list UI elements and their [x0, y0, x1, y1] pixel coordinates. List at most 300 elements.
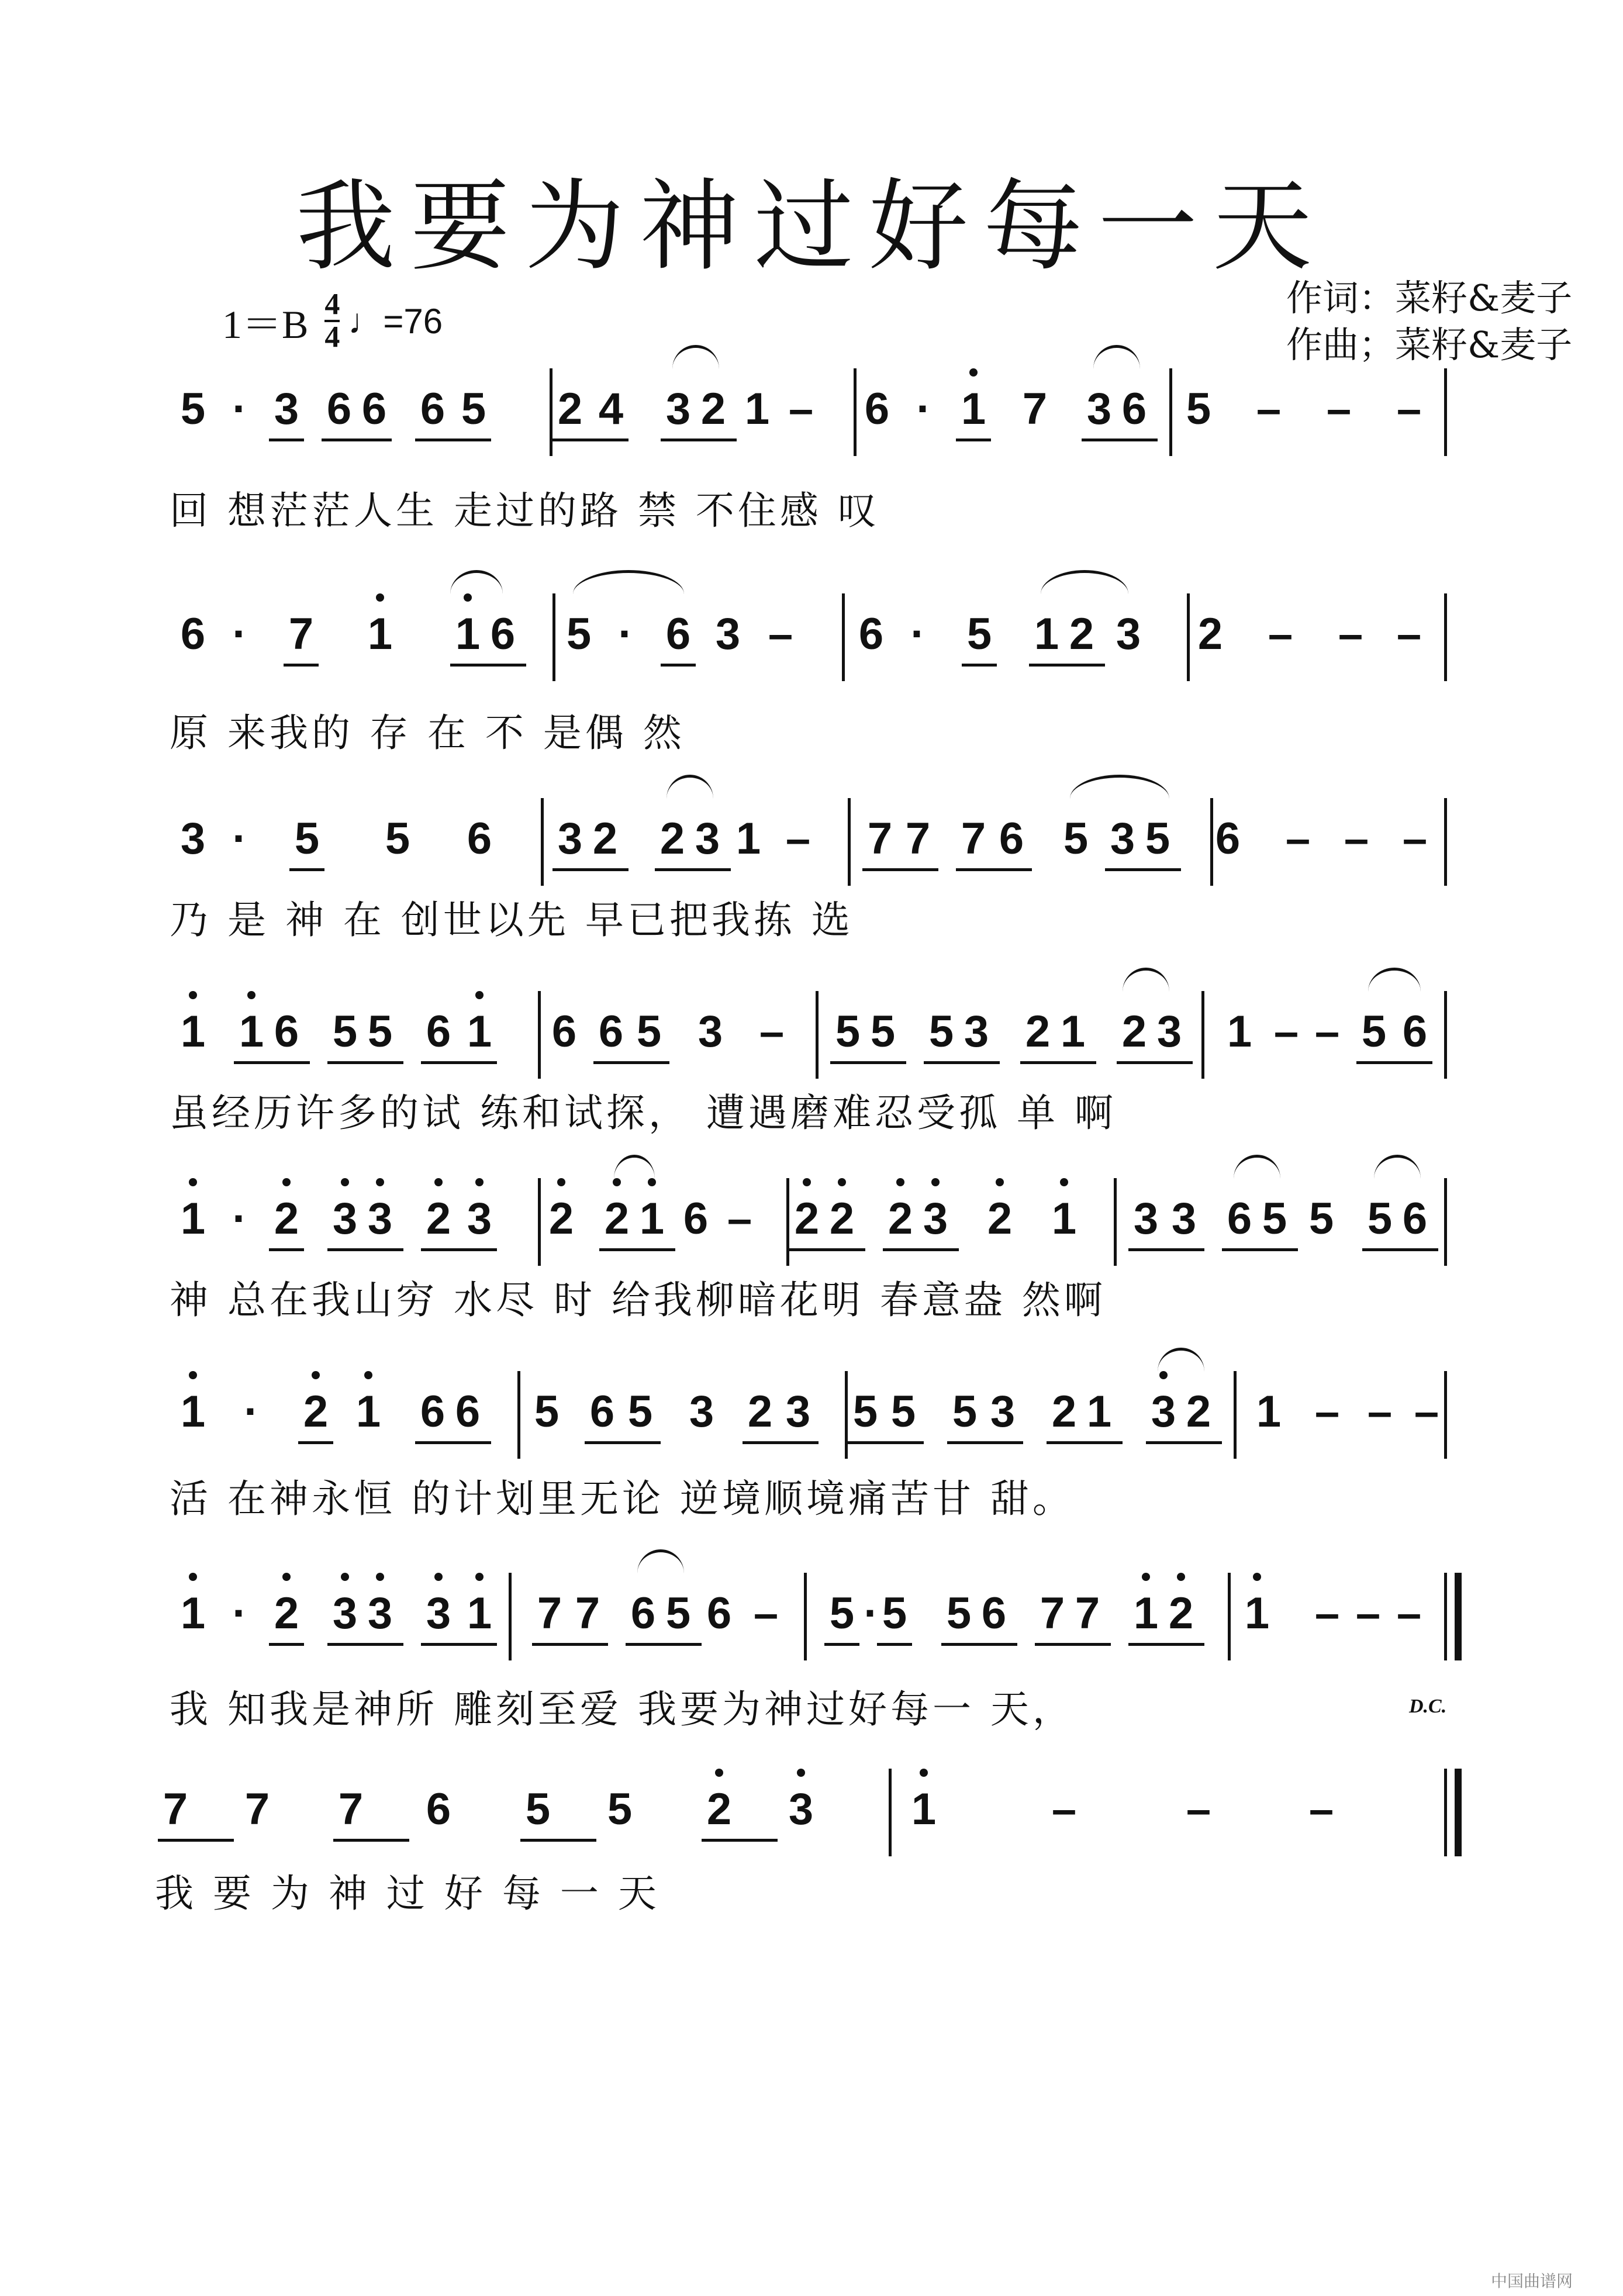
note: 6 — [426, 1007, 451, 1056]
note: · — [232, 814, 247, 864]
note: 6 — [706, 1589, 732, 1638]
note: 6 — [420, 1387, 446, 1437]
note: 1 — [455, 609, 481, 659]
note: – — [1367, 1387, 1393, 1437]
note: 5 — [882, 1589, 907, 1638]
beam-underline — [1362, 1248, 1438, 1251]
beam-underline — [269, 1248, 304, 1251]
note: 3 — [1171, 1194, 1197, 1244]
note: 2 — [829, 1194, 855, 1244]
note: · — [244, 1387, 259, 1437]
beam-underline — [824, 1643, 859, 1646]
beam-underline — [1146, 1441, 1222, 1444]
barline — [848, 798, 851, 886]
lyric-line: 活 在神永恒 的计划里无论 逆境顺境痛苦甘 甜。 — [170, 1476, 1075, 1521]
note: 1 — [180, 1387, 206, 1437]
beam-underline — [1117, 1061, 1193, 1064]
barline — [1187, 593, 1190, 681]
beam-underline — [520, 1839, 596, 1842]
note: 6 — [683, 1194, 709, 1244]
note: · — [916, 384, 931, 434]
high-octave-dot — [557, 1178, 565, 1186]
high-octave-dot — [376, 593, 384, 602]
lyric-line: 乃 是 神 在 创世以先 早已把我拣 选 — [170, 897, 854, 942]
high-octave-dot — [715, 1769, 723, 1777]
note: – — [1396, 609, 1422, 659]
note: 2 — [604, 1194, 630, 1244]
note: 3 — [332, 1194, 358, 1244]
note: 2 — [987, 1194, 1013, 1244]
note: 5 — [1145, 814, 1170, 864]
note: 5 — [852, 1387, 878, 1437]
note: – — [1355, 1589, 1381, 1638]
note: 7 — [905, 814, 931, 864]
lyricist: 作词：菜籽&麦子 — [1286, 277, 1573, 319]
note: 2 — [1069, 609, 1094, 659]
note: 3 — [788, 1784, 814, 1834]
final-barline — [1455, 1573, 1462, 1660]
note: 5 — [946, 1589, 972, 1638]
note: 1 — [467, 1007, 492, 1056]
note: 2 — [1025, 1007, 1051, 1056]
note: 5 — [1063, 814, 1089, 864]
beam-underline — [1035, 1643, 1111, 1646]
final-barline — [1455, 1769, 1462, 1856]
barline — [1114, 1178, 1117, 1266]
note: 7 — [163, 1784, 188, 1834]
beam-underline — [552, 439, 629, 441]
beam-underline — [289, 868, 324, 871]
composer: 作曲；菜籽&麦子 — [1286, 323, 1573, 366]
note: 3 — [1110, 814, 1135, 864]
high-octave-dot — [434, 1178, 443, 1186]
note: 2 — [1121, 1007, 1147, 1056]
note: 3 — [990, 1387, 1016, 1437]
beam-underline — [830, 1061, 906, 1064]
high-octave-dot — [341, 1178, 349, 1186]
note: 5 — [607, 1784, 633, 1834]
barline — [1444, 1573, 1447, 1660]
slur — [1041, 570, 1128, 594]
beam-underline — [1105, 868, 1181, 871]
note: – — [1314, 1007, 1340, 1056]
high-octave-dot — [803, 1178, 811, 1186]
note: 2 — [1168, 1589, 1194, 1638]
beam-underline — [743, 1441, 819, 1444]
beam-underline — [284, 664, 319, 667]
note: 3 — [557, 814, 583, 864]
beam-underline — [1020, 1061, 1096, 1064]
note: 6 — [1121, 384, 1147, 434]
beam-underline — [593, 1061, 669, 1064]
beam-underline — [956, 439, 991, 441]
note: 6 — [420, 384, 446, 434]
note: – — [1308, 1784, 1334, 1834]
note: 1 — [1051, 1194, 1077, 1244]
note: 4 — [598, 384, 624, 434]
note: 3 — [715, 609, 741, 659]
note: 5 — [294, 814, 320, 864]
slur — [672, 345, 719, 369]
note: 7 — [338, 1784, 364, 1834]
beam-underline — [415, 439, 491, 441]
note: – — [753, 1589, 779, 1638]
slur — [573, 570, 684, 594]
note: 5 — [928, 1007, 954, 1056]
beam-underline — [298, 1441, 333, 1444]
note: 5 — [627, 1387, 653, 1437]
beam-underline — [585, 1441, 661, 1444]
note: 1 — [180, 1194, 206, 1244]
beam-underline — [552, 868, 629, 871]
note: – — [1326, 384, 1352, 434]
lyric-line: 回 想茫茫人生 走过的路 禁 不住感 叹 — [170, 488, 880, 533]
note: – — [759, 1007, 785, 1056]
high-octave-dot — [376, 1178, 384, 1186]
beam-underline — [883, 1248, 959, 1251]
note: – — [727, 1194, 752, 1244]
note: 6 — [361, 384, 387, 434]
high-octave-dot — [838, 1178, 846, 1186]
note: 3 — [467, 1194, 492, 1244]
credits — [1286, 275, 1572, 368]
note: · — [618, 609, 633, 659]
note: 3 — [274, 384, 299, 434]
high-octave-dot — [969, 368, 978, 377]
note: 6 — [455, 1387, 481, 1437]
lyric-line: 我 知我是神所 雕刻至爱 我要为神过好每一 天， — [170, 1687, 1075, 1732]
note: 1 — [911, 1784, 937, 1834]
note: 6 — [426, 1784, 451, 1834]
note: 3 — [1156, 1007, 1182, 1056]
note: 6 — [858, 609, 884, 659]
beam-underline — [962, 664, 997, 667]
note: 6 — [598, 1007, 624, 1056]
note: 5 — [180, 384, 206, 434]
note: 5 — [525, 1784, 551, 1834]
note: 3 — [923, 1194, 948, 1244]
barline — [1444, 1371, 1447, 1459]
beam-underline — [924, 1061, 1000, 1064]
beam-underline — [789, 1248, 865, 1251]
note: – — [1402, 814, 1428, 864]
note: 6 — [551, 1007, 577, 1056]
note: 1 — [1133, 1589, 1159, 1638]
note: 6 — [1402, 1194, 1428, 1244]
beam-underline — [333, 1839, 409, 1842]
beam-underline — [626, 1643, 702, 1646]
barline — [1169, 368, 1172, 456]
note: 1 — [180, 1589, 206, 1638]
barline — [1444, 593, 1447, 681]
note: 2 — [700, 384, 726, 434]
barline — [1444, 991, 1447, 1079]
note: 5 — [636, 1007, 662, 1056]
note: 1 — [1034, 609, 1059, 659]
beam-underline — [655, 868, 731, 871]
note: 2 — [274, 1194, 299, 1244]
note: 2 — [557, 384, 583, 434]
beam-underline — [1128, 1643, 1204, 1646]
note: 3 — [332, 1589, 358, 1638]
barline — [552, 593, 555, 681]
key-signature — [222, 289, 443, 353]
beam-underline — [322, 439, 357, 441]
note: 6 — [467, 814, 492, 864]
high-octave-dot — [282, 1573, 291, 1581]
note: 7 — [961, 814, 986, 864]
note: 7 — [575, 1589, 600, 1638]
barline — [1201, 991, 1204, 1079]
note: 5 — [534, 1387, 560, 1437]
note: 2 — [1051, 1387, 1077, 1437]
high-octave-dot — [1142, 1573, 1150, 1581]
barline — [550, 368, 552, 456]
note: 2 — [274, 1589, 299, 1638]
note: 5 — [966, 609, 992, 659]
note: 6 — [864, 384, 890, 434]
note: 6 — [326, 384, 352, 434]
note: 2 — [794, 1194, 820, 1244]
note: 3 — [689, 1387, 714, 1437]
note: 1 — [1060, 1007, 1086, 1056]
high-octave-dot — [312, 1371, 320, 1379]
note: 2 — [1197, 609, 1223, 659]
beam-underline — [450, 664, 526, 667]
beam-underline — [269, 1643, 304, 1646]
note: 1 — [355, 1387, 381, 1437]
note: 3 — [426, 1589, 451, 1638]
beam-underline — [327, 1061, 403, 1064]
note: 6 — [1402, 1007, 1428, 1056]
barline — [1444, 1178, 1447, 1266]
note: 5 — [332, 1007, 358, 1056]
note: 2 — [706, 1784, 732, 1834]
note: 3 — [964, 1007, 989, 1056]
note: – — [1273, 1007, 1299, 1056]
note: – — [1268, 609, 1293, 659]
barline — [509, 1573, 512, 1660]
beam-underline — [234, 1061, 310, 1064]
note: 3 — [695, 814, 720, 864]
barline — [854, 368, 857, 456]
beam-underline — [1047, 1441, 1123, 1444]
lyric-line: 原 来我的 存 在 不 是偶 然 — [170, 710, 685, 755]
beam-underline — [1029, 664, 1105, 667]
note: 1 — [239, 1007, 264, 1056]
high-octave-dot — [475, 1573, 484, 1581]
note: 6 — [981, 1589, 1007, 1638]
barline — [1444, 798, 1447, 886]
note: 6 — [630, 1589, 656, 1638]
note: · — [232, 1589, 247, 1638]
note: 2 — [747, 1387, 773, 1437]
note: – — [1051, 1784, 1077, 1834]
high-octave-dot — [189, 1573, 197, 1581]
slur — [1368, 968, 1421, 992]
slur — [1123, 968, 1169, 992]
beam-underline — [532, 1643, 608, 1646]
note: 5 — [835, 1007, 861, 1056]
note: 1 — [961, 384, 986, 434]
note: 6 — [1215, 814, 1241, 864]
note: 7 — [244, 1784, 270, 1834]
high-octave-dot — [896, 1178, 904, 1186]
slur — [614, 1155, 655, 1179]
barline — [541, 798, 544, 886]
note: 2 — [303, 1387, 329, 1437]
slur — [450, 570, 503, 594]
beam-underline — [956, 868, 1032, 871]
time-signature: 4 4 — [324, 288, 340, 354]
barline — [842, 593, 845, 681]
note: 3 — [1116, 609, 1141, 659]
high-octave-dot — [648, 1178, 656, 1186]
note: 1 — [367, 609, 393, 659]
note: 7 — [1075, 1589, 1100, 1638]
slur — [1070, 775, 1169, 799]
beam-underline — [848, 1441, 924, 1444]
note: 6 — [589, 1387, 615, 1437]
note: · — [910, 609, 926, 659]
note: 5 — [461, 384, 486, 434]
slur — [1234, 1155, 1280, 1179]
beam-underline — [702, 1839, 778, 1842]
note: · — [232, 609, 247, 659]
note: – — [768, 609, 793, 659]
note: 6 — [274, 1007, 299, 1056]
note: 1 — [639, 1194, 665, 1244]
note: 6 — [1227, 1194, 1252, 1244]
note: – — [785, 814, 811, 864]
note: – — [1256, 384, 1282, 434]
beam-underline — [1082, 439, 1158, 441]
high-octave-dot — [364, 1371, 372, 1379]
lyric-line: 虽经历许多的试 练和试探， 遭遇磨难忍受孤 单 啊 — [170, 1090, 1117, 1135]
note: 6 — [999, 814, 1024, 864]
note: 7 — [288, 609, 314, 659]
note: 3 — [1151, 1387, 1176, 1437]
note: – — [1396, 1589, 1422, 1638]
beam-underline — [327, 1248, 403, 1251]
note: 5 — [385, 814, 410, 864]
high-octave-dot — [189, 991, 197, 999]
note: 5 — [870, 1007, 896, 1056]
high-octave-dot — [282, 1178, 291, 1186]
note: – — [1396, 384, 1422, 434]
beam-underline — [269, 439, 304, 441]
note: 5 — [1308, 1194, 1334, 1244]
high-octave-dot — [1253, 1573, 1261, 1581]
high-octave-dot — [797, 1769, 805, 1777]
note: 2 — [1186, 1387, 1211, 1437]
beam-underline — [877, 1643, 912, 1646]
barline — [538, 1178, 541, 1266]
note: 2 — [659, 814, 685, 864]
beam-underline — [421, 1643, 497, 1646]
slur — [637, 1549, 684, 1573]
note: 1 — [467, 1589, 492, 1638]
note: 6 — [665, 609, 691, 659]
high-octave-dot — [475, 991, 484, 999]
high-octave-dot — [341, 1573, 349, 1581]
high-octave-dot — [434, 1573, 443, 1581]
note: 5 — [367, 1007, 393, 1056]
note: 7 — [1040, 1589, 1065, 1638]
lyric-line: 我 要 为 神 过 好 每 一 天 — [155, 1871, 660, 1916]
note: · — [232, 384, 247, 434]
note: – — [1285, 814, 1311, 864]
note: 2 — [888, 1194, 913, 1244]
beam-underline — [1128, 1248, 1204, 1251]
lyric-line: 神 总在我山穷 水尽 时 给我柳暗花明 春意盎 然啊 — [170, 1278, 1106, 1323]
high-octave-dot — [1177, 1573, 1185, 1581]
beam-underline — [941, 1643, 1017, 1646]
note: 1 — [1227, 1007, 1252, 1056]
note: 5 — [890, 1387, 916, 1437]
note: 7 — [867, 814, 893, 864]
dc-mark: D.C. — [1409, 1696, 1447, 1717]
note: 1 — [744, 384, 770, 434]
note: 3 — [785, 1387, 811, 1437]
high-octave-dot — [475, 1178, 484, 1186]
high-octave-dot — [613, 1178, 621, 1186]
note: 1 — [1244, 1589, 1270, 1638]
note: 2 — [426, 1194, 451, 1244]
note: 2 — [548, 1194, 574, 1244]
note: 5 — [1361, 1007, 1387, 1056]
note: · — [232, 1194, 247, 1244]
barline — [816, 991, 819, 1079]
tempo-mark: ♩=76 — [348, 301, 443, 341]
beam-underline — [599, 1248, 675, 1251]
high-octave-dot — [189, 1371, 197, 1379]
note: 3 — [1133, 1194, 1159, 1244]
note: 3 — [697, 1007, 723, 1056]
note: 1 — [180, 1007, 206, 1056]
high-octave-dot — [464, 593, 472, 602]
barline — [1444, 368, 1447, 456]
note: 5 — [1262, 1194, 1287, 1244]
slur — [1158, 1348, 1204, 1372]
barline — [1228, 1573, 1231, 1660]
barline — [889, 1769, 892, 1856]
beam-underline — [1222, 1248, 1298, 1251]
note: 5 — [1186, 384, 1211, 434]
note: – — [1344, 814, 1369, 864]
slur — [1374, 1155, 1421, 1179]
note: 3 — [1086, 384, 1112, 434]
beam-underline — [661, 439, 737, 441]
note: 5 — [566, 609, 592, 659]
barline — [845, 1371, 848, 1459]
barline — [1444, 1769, 1447, 1856]
note: 3 — [367, 1194, 393, 1244]
beam-underline — [862, 868, 938, 871]
note: 1 — [735, 814, 761, 864]
note: 5 — [1367, 1194, 1393, 1244]
high-octave-dot — [920, 1769, 928, 1777]
beam-underline — [327, 1643, 403, 1646]
watermark: 中国曲谱网 — [1491, 2271, 1573, 2291]
key-label: 1＝B — [222, 302, 309, 347]
note: – — [1414, 1387, 1439, 1437]
note: – — [1186, 1784, 1211, 1834]
note: 6 — [180, 609, 206, 659]
note: · — [864, 1589, 879, 1638]
note: 6 — [490, 609, 516, 659]
high-octave-dot — [1159, 1371, 1168, 1379]
